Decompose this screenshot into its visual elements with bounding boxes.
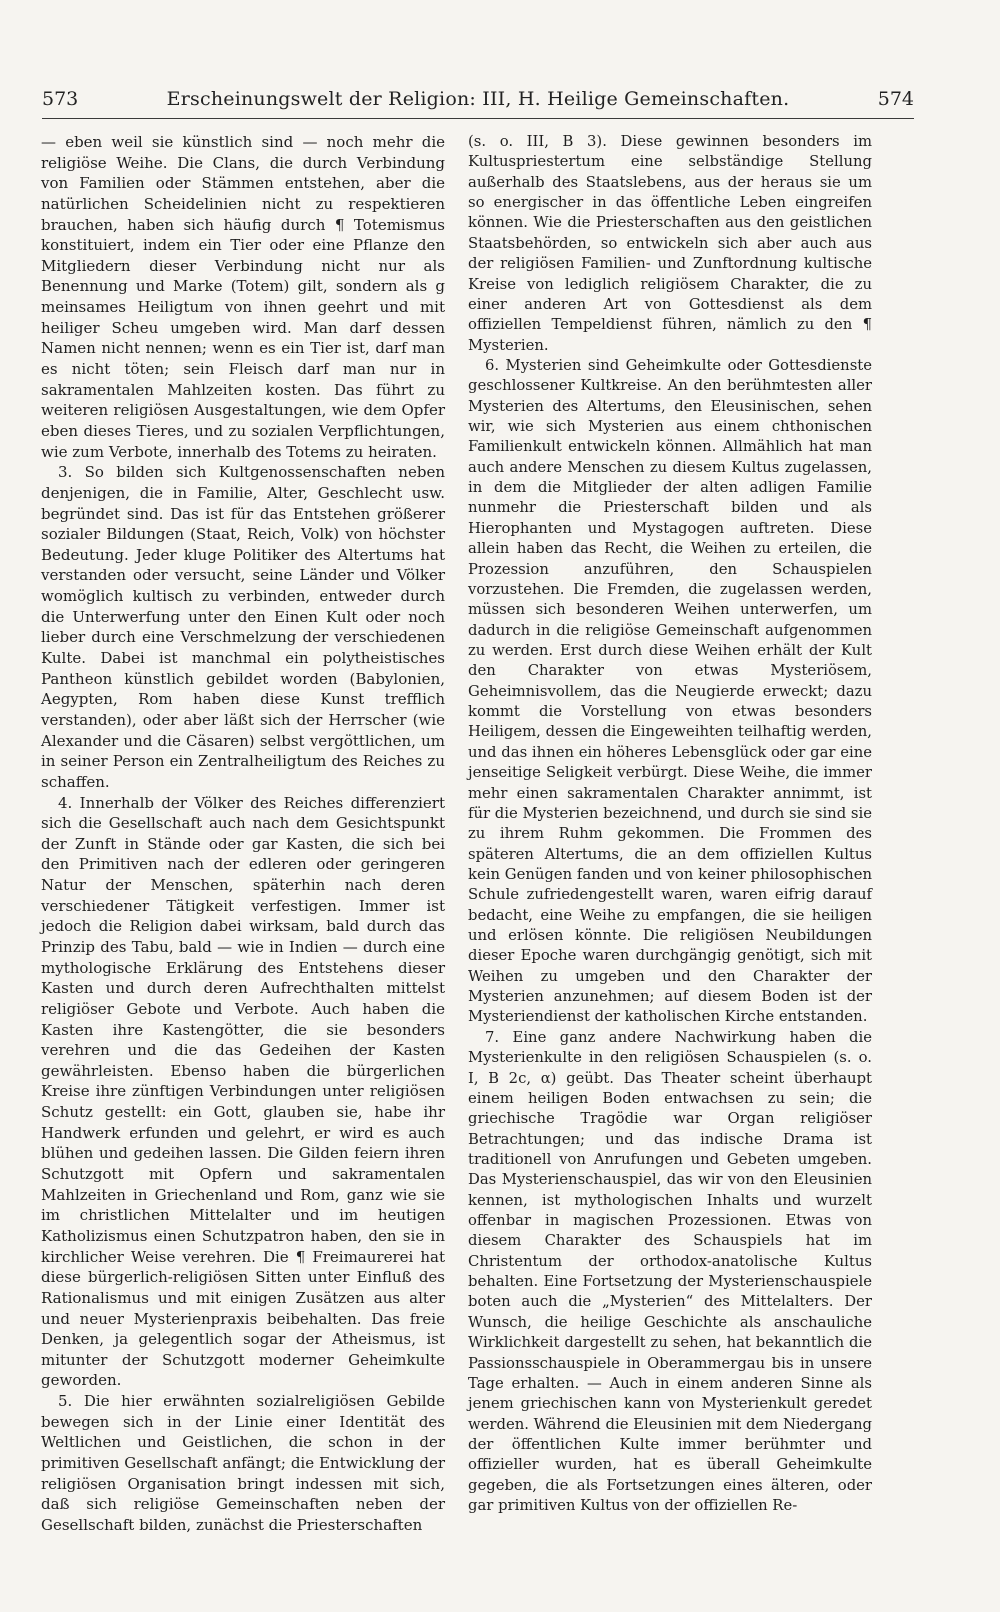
paragraph: 4. Innerhalb der Völker des Reiches differenziert sich die Gesellschaft auch nach dem Gesichtspunkt der Zunft in Stände oder gar Kasten, die sich bei den Primitiven nach der edleren oder geringeren Natur der Menschen, späterhin nach deren verschiedener Tätigkeit verfestigen. Immer ist jedoch die Religion dabei wirksam, bald durch das Prinzip des Tabu, bald — wie in Indien — durch eine mythologische Erklärung des Entstehens dieser Kasten und durch deren Aufrechthalten mittelst religiöser Gebote und Verbote. Auch haben die Kasten ihre Kastengötter, die sie besonders verehren und die das Gedeihen der Kasten gewährleisten. Ebenso haben die bürgerlichen Kreise ihre zünftigen Verbindungen unter religiösen Schutz gestellt: ein Gott, glauben sie, habe ihr Handwerk erfunden und gelehrt, er wird es auch blühen und gedeihen lassen. Die Gilden feiern ihren Schutzgott mit Opfern und sakramentalen Mahlzeiten in Griechenland und Rom, ganz wie sie im christlichen Mittelalter und im heutigen Katholizismus einen Schutzpatron haben, den sie in kirchlicher Weise verehren. Die ¶ Freimaurerei hat diese bürgerlich-religiösen Sitten unter Einfluß des Rationalismus und mit einigen Zusätzen aus alter und neuer Mysterienpraxis beibehalten. Das freie Denken, ja gelegentlich sogar der Atheismus, ist mitunter der Schutzgott moderner Geheimkulte geworden.: [41, 793, 445, 1390]
header-rule: [42, 118, 914, 119]
paragraph: — eben weil sie künstlich sind — noch mehr die religiöse Weihe. Die Clans, die durch Verbindung von Familien oder Stämmen entstehen, aber die natürlichen Scheidelinien nicht zu respektieren brauchen, haben sich häufig durch ¶ Totemismus konstituiert, indem ein Tier oder eine Pflanze den Mitgliedern dieser Verbindung nicht nur als Benennung und Marke (Totem) gilt, sondern als g meinsames Heiligtum von ihnen geehrt und mit heiliger Scheu umgeben wird. Man darf dessen Namen nicht nennen; wenn es ein Tier ist, darf man es nicht töten; sein Fleisch darf man nur in sakramentalen Mahlzeiten kosten. Das führt zu weiteren religiösen Ausgestaltungen, wie dem Opfer eben dieses Tieres, und zu sozialen Verpflichtungen, wie zum Verbote, innerhalb des Totems zu heiraten.: [41, 133, 445, 461]
page-number-left: 573: [42, 88, 79, 110]
left-column: [41, 132, 445, 1536]
page-number-right: 574: [877, 88, 914, 110]
paragraph: 5. Die hier erwähnten sozialreligiösen Gebilde bewegen sich in der Linie einer Identität des Weltlichen und Geistlichen, die schon in der primitiven Gesellschaft anfängt; die Entwicklung der religiösen Organisation bringt indessen mit sich, daß sich religiöse Gemeinschaften neben der Gesellschaft bilden, zunächst die Priesterschaften: [41, 1392, 445, 1534]
paragraph: 6. Mysterien sind Geheimkulte oder Gottesdienste geschlossener Kultkreise. An den berühmtesten aller Mysterien des Altertums, den Eleusinischen, sehen wir, wie sich Mysterien aus einem chthonischen Familienkult entwickeln können. Allmählich hat man auch andere Menschen zu diesem Kultus zugelassen, in dem die Mitglieder der alten adligen Familie nunmehr die Priesterschaft bilden und als Hierophanten und Mystagogen auftreten. Diese allein haben das Recht, die Weihen zu erteilen, die Prozession anzuführen, den Schauspielen vorzustehen. Die Fremden, die zugelassen werden, müssen sich besonderen Weihen unterwerfen, um dadurch in die religiöse Gemeinschaft aufgenommen zu werden. Erst durch diese Weihen erhält der Kult den Charakter von etwas Mysteriösem, Geheimnisvollem, das die Neugierde erweckt; dazu kommt die Vorstellung von etwas besonders Heiligem, dessen die Eingeweihten teilhaftig werden, und das ihnen ein höheres Lebensglück oder gar eine jenseitige Seligkeit verbürgt. Diese Weihe, die immer mehr einen sakramentalen Charakter annimmt, ist für die Mysterien bezeichnend, und durch sie sind sie zu ihrem Ruhm gekommen. Die Frommen des späteren Altertums, die an dem offiziellen Kultus kein Genügen fanden und von keiner philosophischen Schule zufriedengestellt waren, waren eifrig darauf bedacht, eine Weihe zu empfangen, die sie heiligen und erlösen könnte. Die religiösen Neubildungen dieser Epoche waren durchgängig genötigt, sich mit Weihen zu umgeben und den Charakter der Mysterien anzunehmen; auf diesem Boden ist der Mysteriendienst der katholischen Kirche entstanden.: [468, 356, 872, 1026]
paragraph: (s. o. III, B 3). Diese gewinnen besonders im Kultuspriestertum eine selbständige Stellung außerhalb des Staatslebens, aus der heraus sie um so energischer in das öffentliche Leben eingreifen können. Wie die Priesterschaften aus den geistlichen Staatsbehörden, so entwickeln sich aber auch aus der religiösen Familien- und Zunftordnung kultische Kreise von lediglich religiösem Charakter, die zu einer anderen Art von Gottesdienst als dem offiziellen Tempeldienst führen, nämlich zu den ¶ Mysterien.: [468, 133, 872, 354]
running-header: [42, 82, 914, 118]
paragraph: 7. Eine ganz andere Nachwirkung haben die Mysterienkulte in den religiösen Schauspielen (s. o. I, B 2c, α) geübt. Das Theater scheint überhaupt einem heiligen Boden entwachsen zu sein; die griechische Tragödie war Organ religiöser Betrachtungen; und das indische Drama ist traditionell von Anrufungen und Gebeten umgeben. Das Mysterienschauspiel, das wir von den Eleusinien kennen, ist mythologischen Inhalts und wurzelt offenbar in magischen Prozessionen. Etwas von diesem Charakter des Schauspiels hat im Christentum der orthodox-anatolische Kultus behalten. Eine Fortsetzung der Mysterienschauspiele boten auch die „Mysterien“ des Mittelalters. Der Wunsch, die heilige Geschichte als anschauliche Wirklichkeit dargestellt zu sehen, hat bekanntlich die Passionsschauspiele in Oberammergau bis in unsere Tage erhalten. — Auch in einem anderen Sinne als jenem griechischen kann von Mysterienkult geredet werden. Während die Eleusinien mit dem Niedergang der öffentlichen Kulte immer berühmter und offizieller wurden, hat es überall Geheimkulte gegeben, die als Fortsetzungen eines älteren, oder gar primitiven Kultus von der offiziellen Re-: [468, 1028, 872, 1515]
running-title: Erscheinungswelt der Religion: III, H. Heilige Gemeinschaften.: [166, 88, 790, 110]
paragraph: 3. So bilden sich Kultgenossenschaften neben denjenigen, die in Familie, Alter, Geschlecht usw. begründet sind. Das ist für das Entstehen größerer sozialer Bildungen (Staat, Reich, Volk) von höchster Bedeutung. Jeder kluge Politiker des Altertums hat verstanden oder versucht, seine Länder und Völker womöglich kultisch zu verbinden, entweder durch die Unterwerfung unter den Einen Kult oder noch lieber durch eine Verschmelzung der verschiedenen Kulte. Dabei ist manchmal ein polytheistisches Pantheon künstlich gebildet worden (Babylonien, Aegypten, Rom haben diese Kunst trefflich verstanden), oder aber läßt sich der Herrscher (wie Alexander und die Cäsaren) selbst vergöttlichen, um in seiner Person ein Zentralheiligtum des Reiches zu schaffen.: [41, 463, 445, 791]
right-column: [468, 132, 872, 1516]
